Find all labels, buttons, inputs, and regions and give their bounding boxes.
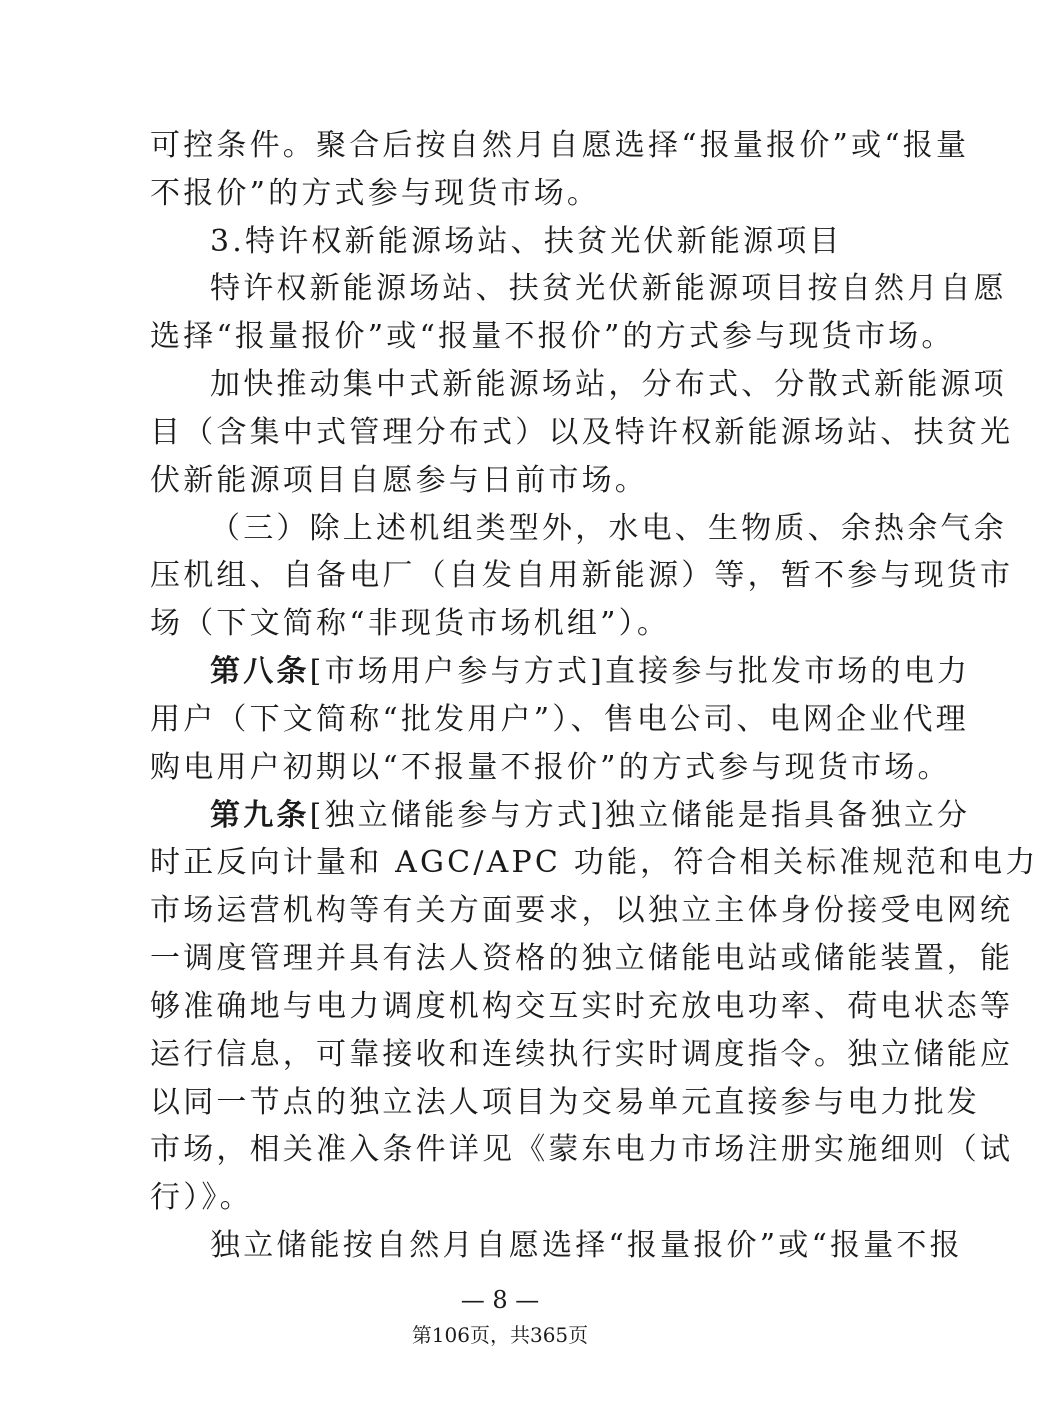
section-heading: 3.特许权新能源场站、扶贫光伏新能源项目 (210, 224, 843, 259)
paragraph-line: 用户（下文简称“批发用户”）、售电公司、电网企业代理 (150, 702, 969, 737)
page-number: — 8 — (460, 1286, 540, 1314)
paragraph-line: 可控条件。聚合后按自然月自愿选择“报量报价”或“报量 (150, 128, 970, 163)
paragraph-line: 购电用户初期以“不报量不报价”的方式参与现货市场。 (150, 750, 951, 785)
paragraph-line: 目（含集中式管理分布式）以及特许权新能源场站、扶贫光 (150, 415, 1014, 450)
paragraph-line: 够准确地与电力调度机构交互实时充放电功率、荷电状态等 (150, 989, 1014, 1024)
paragraph-line: 一调度管理并具有法人资格的独立储能电站或储能装置，能 (150, 941, 1014, 976)
paragraph-line: 时正反向计量和 AGC/APC 功能，符合相关标准规范和电力 (150, 845, 1039, 880)
paragraph-line: （三）除上述机组类型外，水电、生物质、余热余气余 (210, 511, 1007, 546)
paragraph-line: 运行信息，可靠接收和连续执行实时调度指令。独立储能应 (150, 1037, 1014, 1072)
article-8-line: 第八条[市场用户参与方式]直接参与批发市场的电力 (210, 654, 971, 689)
paragraph-line: 特许权新能源场站、扶贫光伏新能源项目按自然月自愿 (210, 271, 1007, 306)
article-number: 第九条 (210, 798, 310, 833)
paragraph-line: 加快推动集中式新能源场站，分布式、分散式新能源项 (210, 367, 1007, 402)
page-footer: 第106页，共365页 (411, 1323, 589, 1347)
paragraph-line: 独立储能按自然月自愿选择“报量报价”或“报量不报 (210, 1228, 963, 1263)
paragraph-line: 伏新能源项目自愿参与日前市场。 (150, 463, 648, 498)
paragraph-line: 市场，相关准入条件详见《蒙东电力市场注册实施细则（试 (150, 1132, 1014, 1167)
article-number: 第八条 (210, 654, 310, 689)
paragraph-line: 压机组、自备电厂（自发自用新能源）等，暂不参与现货市 (150, 558, 1014, 593)
paragraph-line: 行）》。 (150, 1180, 253, 1215)
paragraph-line: 不报价”的方式参与现货市场。 (150, 176, 601, 211)
paragraph-line: 以同一节点的独立法人项目为交易单元直接参与电力批发 (150, 1085, 980, 1120)
article-9-line: 第九条[独立储能参与方式]独立储能是指具备独立分 (210, 798, 971, 833)
paragraph-line: 场（下文简称“非现货市场机组”）。 (150, 606, 671, 641)
paragraph-line: 选择“报量报价”或“报量不报价”的方式参与现货市场。 (150, 319, 955, 354)
paragraph-line: 市场运营机构等有关方面要求，以独立主体身份接受电网统 (150, 893, 1014, 928)
